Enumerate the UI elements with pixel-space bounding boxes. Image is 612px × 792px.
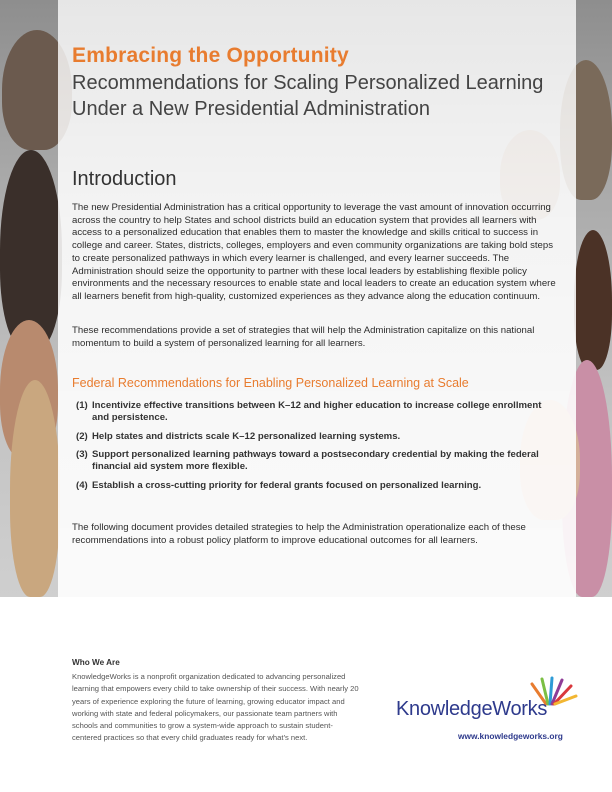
item-text: Support personalized learning pathways toward a postsecondary credential by making the federal financial aid system more flexible. [92,449,539,473]
page-title: Embracing the Opportunity [72,44,349,67]
who-we-are-heading: Who We Are [72,658,120,667]
item-text: Incentivize effective transitions between K–12 and higher education to increase college enrollment and persistence. [92,400,542,423]
list-item [76,480,556,492]
person-silhouette [10,380,60,597]
item-text: Help states and districts scale K–12 personalized learning systems. [92,430,401,442]
who-we-are-text: KnowledgeWorks is a nonprofit organization dedicated to advancing personalized learning that empowers every child to take ownership of their success. With nearly 20 years of experience exploring the future of learning, growing educator impact and working with state and federal policymakers, our passionate team partners with schools and communities to grow a system-wide approach to sustain student-centered practices so that every child graduates ready for what’s next. [72,672,359,743]
item-number: (4) [76,479,88,491]
recommendations-list [76,400,556,499]
list-item [76,400,556,424]
website-link[interactable]: www.knowledgeworks.org [458,731,563,741]
page-subtitle: Recommendations for Scaling Personalized Learning Under a New Presidential Administration [72,72,544,120]
list-item [76,431,556,443]
intro-paragraph-1: The new Presidential Administration has a critical opportunity to leverage the vast amount of innovation occurring across the country to help States and school districts build an education system that provides all learners with access to a personalized education that enables them to master the knowledge and skills critical to success in college and career. States, districts, colleges, employers and even community organizations are taking bold steps to create personalized pathways in which every learner is challenged, and every learner succeeds. The Administration should seize the opportunity to partner with these local leaders by establishing flexible policy environments and the necessary resources to enable state and local leaders to create an education system where all learners benefit from high-quality, customized experiences as they advance along the education continuum. [72,202,556,302]
knowledgeworks-logo [396,676,582,726]
list-item [76,449,556,473]
introduction-heading: Introduction [72,168,177,190]
closing-paragraph: The following document provides detailed strategies to help the Administration operationalize each of these recommendations into a robust policy platform to improve educational outcomes for all learners. [72,522,526,546]
federal-recommendations-heading: Federal Recommendations for Enabling Personalized Learning at Scale [72,376,469,390]
item-number: (2) [76,430,88,442]
logo-wordmark: KnowledgeWorks [396,698,548,720]
intro-paragraph-2: These recommendations provide a set of strategies that will help the Administration capitalize on this national momentum to build a system of personalized learning for all learners. [72,325,535,349]
person-silhouette [574,230,612,370]
item-number: (1) [76,400,88,411]
item-text: Establish a cross-cutting priority for federal grants focused on personalized learning. [92,479,482,491]
item-number: (3) [76,449,88,461]
